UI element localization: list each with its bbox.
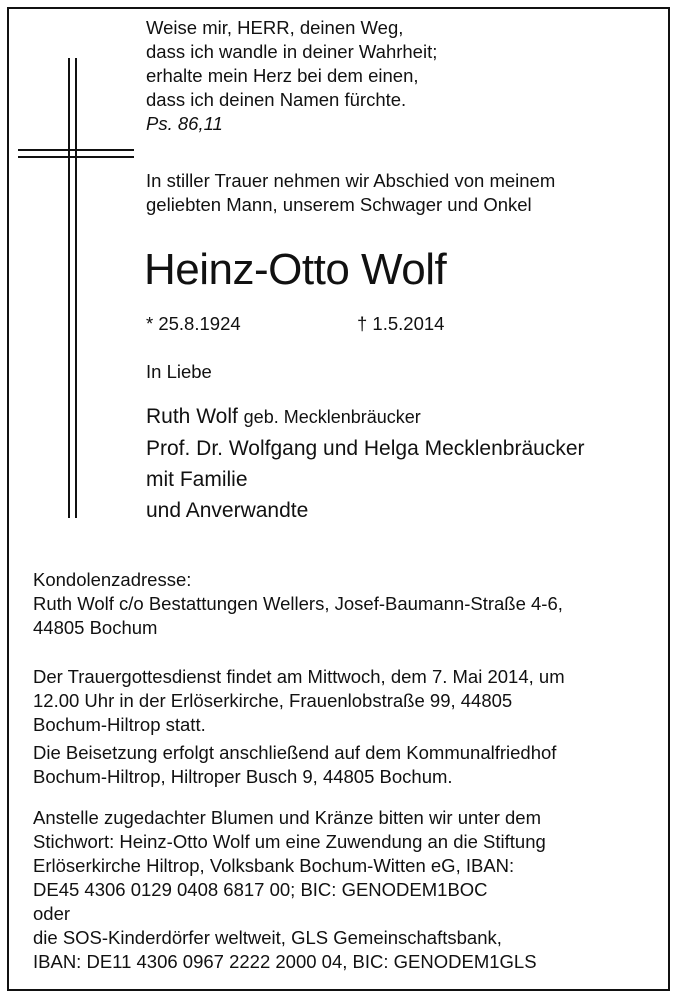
- in-love-label: In Liebe: [146, 361, 212, 382]
- burial-line: Die Beisetzung erfolgt anschließend auf dem Kommunalfriedhof: [33, 742, 557, 763]
- donation-line: Erlöserkirche Hiltrop, Volksbank Bochum-Witten eG, IBAN:: [33, 855, 515, 876]
- widow-name: Ruth Wolf: [146, 405, 238, 428]
- mourner-line: mit Familie: [146, 468, 248, 491]
- service-line: Der Trauergottesdienst findet am Mittwoch, dem 7. Mai 2014, um: [33, 666, 565, 687]
- burial-info: [33, 741, 663, 789]
- condolence-line: Kondolenzadresse:: [33, 569, 192, 590]
- widow-maiden-name: geb. Mecklenbräucker: [243, 407, 421, 427]
- verse-line: dass ich deinen Namen fürchte.: [146, 89, 407, 110]
- burial-line: Bochum-Hiltrop, Hiltroper Busch 9, 44805 Bochum.: [33, 766, 453, 787]
- service-line: Bochum-Hiltrop statt.: [33, 714, 206, 735]
- donation-line: IBAN: DE11 4306 0967 2222 2000 04, BIC: GENODEM1GLS: [33, 951, 537, 972]
- mourner-line: und Anverwandte: [146, 499, 309, 522]
- cross-horizontal-line: [18, 149, 134, 151]
- death-date: † 1.5.2014: [357, 313, 445, 334]
- deceased-name: Heinz-Otto Wolf: [144, 245, 447, 294]
- verse-line: erhalte mein Herz bei dem einen,: [146, 65, 419, 86]
- donation-line: die SOS-Kinderdörfer weltweit, GLS Gemeinschaftsbank,: [33, 927, 502, 948]
- intro-line: In stiller Trauer nehmen wir Abschied von meinem: [146, 170, 556, 191]
- cross-vertical-line: [75, 58, 77, 518]
- cross-vertical-line: [68, 58, 70, 518]
- donation-line: Stichwort: Heinz-Otto Wolf um eine Zuwendung an die Stiftung: [33, 831, 546, 852]
- mourner-widow: [146, 401, 585, 433]
- verse-line: Weise mir, HERR, deinen Weg,: [146, 17, 404, 38]
- birth-date: * 25.8.1924: [146, 313, 241, 334]
- donation-line: oder: [33, 903, 71, 924]
- condolence-line: 44805 Bochum: [33, 617, 158, 638]
- verse-line: dass ich wandle in deiner Wahrheit;: [146, 41, 438, 62]
- service-info: [33, 665, 663, 737]
- intro-line: geliebten Mann, unserem Schwager und Onkel: [146, 194, 532, 215]
- donation-info: [33, 806, 663, 974]
- cross-horizontal-line: [18, 156, 134, 158]
- service-line: 12.00 Uhr in der Erlöserkirche, Frauenlobstraße 99, 44805: [33, 690, 513, 711]
- mourners-list: [146, 401, 585, 526]
- mourner-line: Prof. Dr. Wolfgang und Helga Mecklenbräucker: [146, 437, 585, 460]
- donation-line: Anstelle zugedachter Blumen und Kränze bitten wir unter dem: [33, 807, 542, 828]
- intro-text: [146, 169, 555, 217]
- condolence-address: [33, 568, 663, 640]
- verse-reference: Ps. 86,11: [146, 113, 223, 134]
- bible-verse: [146, 16, 437, 136]
- donation-line: DE45 4306 0129 0408 6817 00; BIC: GENODEM1BOC: [33, 879, 488, 900]
- condolence-line: Ruth Wolf c/o Bestattungen Wellers, Josef-Baumann-Straße 4-6,: [33, 593, 563, 614]
